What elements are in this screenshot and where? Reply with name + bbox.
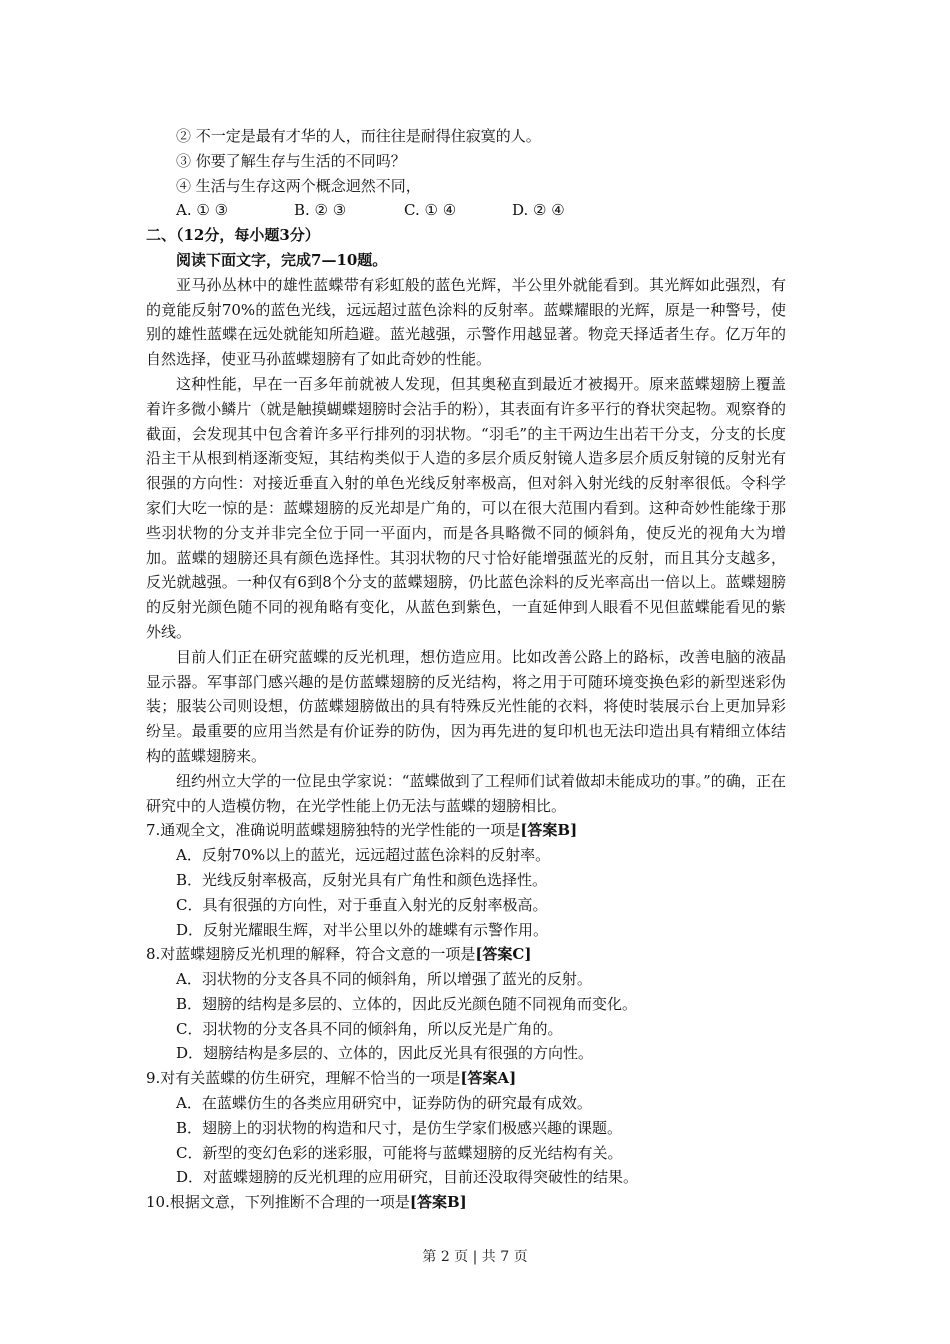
- top-item: ② 不一定是最有才华的人，而往往是耐得住寂寞的人。: [176, 127, 541, 145]
- answer-label: [答案B]: [520, 821, 578, 840]
- option: D. ② ④: [512, 201, 565, 220]
- answer-label: [答案B]: [409, 1193, 467, 1212]
- answer-label: [答案A]: [460, 1069, 517, 1088]
- question-option: B．光线反射率极高，反射光具有广角性和颜色选择性。: [176, 870, 548, 889]
- question-9: [146, 1066, 786, 1190]
- question-option: C．新型的变幻色彩的迷彩服，可能将与蓝蝶翅膀的反光结构有关。: [176, 1143, 623, 1162]
- section-title: 二、（12分，每小题3分）: [146, 226, 320, 245]
- passage-paragraph: 亚马孙丛林中的雄性蓝蝶带有彩虹般的蓝色光辉，半公里外就能看到。其光辉如此强烈，有的竟能反射70%的蓝色光线，远远超过蓝色涂料的反射率。蓝蝶耀眼的光辉，原是一种警号，使别的雄性蓝蝶在远处就能知所趋避。蓝光越强，示警作用越显著。物竞天择适者生存。亿万年的自然选择，使亚马孙蓝蝶翅膀有了如此奇妙的性能。: [146, 275, 786, 369]
- question-option: D．反射光耀眼生辉，对半公里以外的雄蝶有示警作用。: [176, 920, 549, 939]
- question-option: D．翅膀结构是多层的、立体的，因此反光具有很强的方向性。: [176, 1044, 594, 1063]
- top-options: [146, 198, 786, 223]
- question-stem: 7.通观全文，准确说明蓝蝶翅膀独特的光学性能的一项是: [146, 821, 521, 840]
- instruction: 阅读下面文字，完成7—10题。: [176, 250, 388, 269]
- question-option: C．羽状物的分支各具不同的倾斜角，所以反光是广角的。: [176, 1019, 563, 1038]
- option: A. ① ③: [176, 201, 229, 220]
- question-option: B．翅膀的结构是多层的、立体的，因此反光颜色随不同视角而变化。: [176, 994, 638, 1013]
- question-option: A．反射70%以上的蓝光，远远超过蓝色涂料的反射率。: [176, 846, 551, 865]
- passage-paragraph: 这种性能，早在一百多年前就被人发现，但其奥秘直到最近才被揭开。原来蓝蝶翅膀上覆盖着许多微小鳞片（就是触摸蝴蝶翅膀时会沾手的粉），其表面有许多平行的脊状突起物。观察脊的截面，会发现其中包含着许多平行排列的羽状物。“羽毛”的主干两边生出若干分支，分支的长度沿主干从根到梢逐渐变短，其结构类似于人造的多层介质反射镜人造多层介质反射镜的反射光有很强的方向性：对接近垂直入射的单色光线反射率极高，但对斜入射光线的反射率很低。令科学家们大吃一惊的是：蓝蝶翅膀的反光却是广角的，可以在很大范围内看到。这种奇妙性能缘于那些羽状物的分支并非完全位于同一平面内，而是各具略微不同的倾斜角，使反光的视角大为增加。蓝蝶的翅膀还具有颜色选择性。其羽状物的尺寸恰好能增强蓝光的反射，而且其分支越多，反光就越强。一种仅有6到8个分支的蓝蝶翅膀，仍比蓝色涂料的反光率高出一倍以上。蓝蝶翅膀的反射光颜色随不同的视角略有变化，从蓝色到紫色，一直延伸到人眼看不见但蓝蝶能看见的紫外线。: [146, 374, 786, 641]
- page-content: [146, 124, 786, 1215]
- top-item: ④ 生活与生存这两个概念迥然不同，: [176, 176, 421, 195]
- question-option: C．具有很强的方向性，对于垂直入射光的反射率极高。: [176, 895, 548, 914]
- answer-label: [答案C]: [475, 945, 532, 964]
- question-stem: 9.对有关蓝蝶的仿生研究，理解不恰当的一项是: [146, 1069, 461, 1088]
- question-stem: 8.对蓝蝶翅膀反光机理的解释，符合文意的一项是: [146, 945, 476, 964]
- option: B. ② ③: [294, 201, 347, 220]
- page-footer: 第 2 页 | 共 7 页: [422, 1249, 528, 1265]
- question-option: B．翅膀上的羽状物的构造和尺寸，是仿生学家们极感兴趣的课题。: [176, 1118, 623, 1137]
- question-10: [146, 1190, 786, 1215]
- question-option: A．在蓝蝶仿生的各类应用研究中，证券防伪的研究最有成效。: [176, 1094, 592, 1113]
- top-item: ③ 你要了解生存与生活的不同吗？: [176, 151, 406, 170]
- question-stem: 10.根据文意，下列推断不合理的一项是: [146, 1193, 410, 1212]
- passage-paragraph: 纽约州立大学的一位昆虫学家说：“蓝蝶做到了工程师们试着做却未能成功的事。”的确，正在研究中的人造模仿物，在光学性能上仍无法与蓝蝶的翅膀相比。: [146, 771, 786, 815]
- question-7: [146, 818, 786, 942]
- passage-paragraph: 目前人们正在研究蓝蝶的反光机理，想仿造应用。比如改善公路上的路标，改善电脑的液晶显示器。军事部门感兴趣的是仿蓝蝶翅膀的反光结构，将之用于可随环境变换色彩的新型迷彩伪装；服装公司则设想，仿蓝蝶翅膀做出的具有特殊反光性能的衣料，将使时装展示台上更加异彩纷呈。最重要的应用当然是有价证券的防伪，因为再先进的复印机也无法印造出具有精细立体结构的蓝蝶翅膀来。: [146, 647, 786, 765]
- question-option: A．羽状物的分支各具不同的倾斜角，所以增强了蓝光的反射。: [176, 970, 592, 989]
- question-8: [146, 942, 786, 1066]
- option: C. ① ④: [404, 201, 457, 220]
- question-option: D．对蓝蝶翅膀的反光机理的应用研究，目前还没取得突破性的结果。: [176, 1168, 639, 1187]
